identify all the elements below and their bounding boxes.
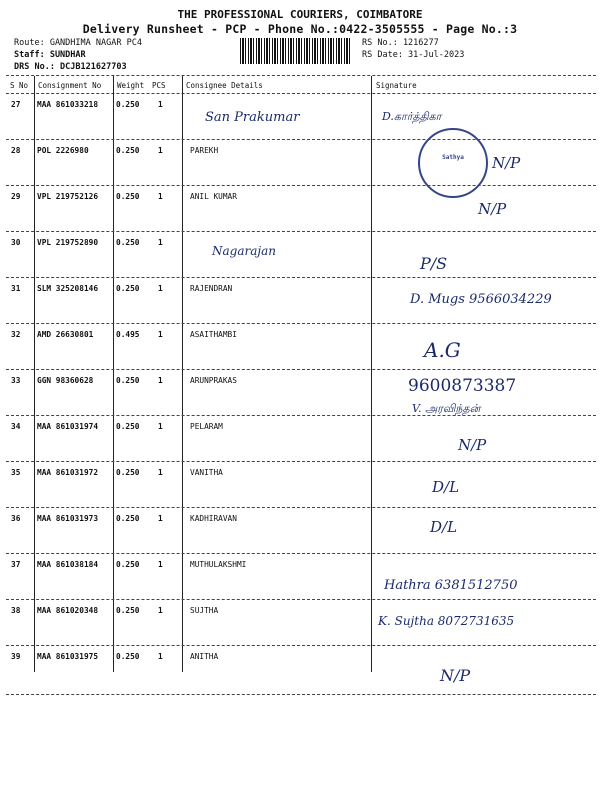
row-pcs: 1: [158, 514, 163, 523]
row-weight: 0.250: [116, 468, 140, 477]
table-bottom-rule: [6, 694, 596, 695]
row-weight: 0.250: [116, 652, 140, 661]
signature: Hathra 6381512750: [384, 578, 518, 593]
runsheet-subtitle: Delivery Runsheet - PCP - Phone No.:0422-3505555 - Page No.:3: [82, 22, 518, 36]
col-weight: Weight: [117, 81, 145, 90]
row-divider: [6, 277, 596, 278]
row-pcs: 1: [158, 376, 163, 385]
row-pcs: 1: [158, 560, 163, 569]
row-consignment: MAA 861020348: [37, 606, 99, 615]
handwritten-consignee: Nagarajan: [212, 244, 276, 258]
row-divider: [6, 323, 596, 324]
table-row: [0, 652, 600, 698]
row-divider: [6, 415, 596, 416]
handwritten-consignee: San Prakumar: [205, 110, 300, 125]
row-pcs: 1: [158, 192, 163, 201]
row-weight: 0.250: [116, 284, 140, 293]
row-consignment: MAA 861031974: [37, 422, 99, 431]
row-divider: [6, 553, 596, 554]
signature: D/L: [430, 518, 458, 536]
row-weight: 0.250: [116, 376, 140, 385]
company-title: THE PROFESSIONAL COURIERS, COIMBATORE: [177, 8, 423, 21]
row-pcs: 1: [158, 146, 163, 155]
row-weight: 0.250: [116, 192, 140, 201]
row-consignee: ARUNPRAKAS: [190, 376, 237, 385]
table-top-rule: [6, 75, 596, 76]
row-divider: [6, 231, 596, 232]
rs-date: RS Date: 31-Jul-2023: [362, 50, 465, 60]
col-sno: S No: [10, 81, 29, 90]
delivery-stamp: [418, 128, 488, 198]
row-consignment: POL 2226980: [37, 146, 89, 155]
signature: K. Sujtha 8072731635: [378, 614, 515, 628]
rs-number: RS No.: 1216277: [362, 38, 439, 48]
row-weight: 0.250: [116, 238, 140, 247]
row-sno: 27: [11, 100, 21, 109]
row-divider: [6, 185, 596, 186]
row-sno: 38: [11, 606, 21, 615]
row-pcs: 1: [158, 284, 163, 293]
row-consignment: MAA 861038184: [37, 560, 99, 569]
signature: A.G: [424, 338, 461, 362]
stamp-text: Sathya: [442, 154, 464, 161]
row-consignment: VPL 219752890: [37, 238, 99, 247]
row-consignee: KADHIRAVAN: [190, 514, 237, 523]
handwritten-name: V. அரவிந்தன்: [412, 402, 481, 415]
row-weight: 0.250: [116, 560, 140, 569]
row-consignee: MUTHULAKSHMI: [190, 560, 247, 569]
row-pcs: 1: [158, 238, 163, 247]
row-divider: [6, 599, 596, 600]
row-sno: 34: [11, 422, 21, 431]
row-sno: 35: [11, 468, 21, 477]
row-weight: 0.250: [116, 422, 140, 431]
row-weight: 0.495: [116, 330, 140, 339]
col-pcs: PCS: [152, 81, 166, 90]
row-divider: [6, 369, 596, 370]
row-divider: [6, 461, 596, 462]
row-sno: 37: [11, 560, 21, 569]
signature: N/P: [478, 200, 507, 218]
row-pcs: 1: [158, 100, 163, 109]
row-weight: 0.250: [116, 100, 140, 109]
row-consignee: PELARAM: [190, 422, 223, 431]
row-pcs: 1: [158, 422, 163, 431]
row-consignment: MAA 861033218: [37, 100, 99, 109]
row-pcs: 1: [158, 606, 163, 615]
row-consignment: MAA 861031972: [37, 468, 99, 477]
row-consignment: AMD 26630801: [37, 330, 94, 339]
col-consignment: Consignment No: [38, 81, 102, 90]
row-pcs: 1: [158, 652, 163, 661]
row-pcs: 1: [158, 468, 163, 477]
route-label: Route: GANDHIMA NAGAR PC4: [14, 38, 142, 48]
row-weight: 0.250: [116, 146, 140, 155]
row-sno: 39: [11, 652, 21, 661]
row-consignment: MAA 861031975: [37, 652, 99, 661]
row-sno: 30: [11, 238, 21, 247]
barcode: [240, 38, 352, 64]
signature: N/P: [458, 436, 487, 454]
signature: D.கார்த்திகா: [382, 110, 442, 123]
row-consignee: PAREKH: [190, 146, 219, 155]
row-consignment: GGN 98360628: [37, 376, 94, 385]
row-consignment: VPL 219752126: [37, 192, 99, 201]
row-pcs: 1: [158, 330, 163, 339]
row-sno: 29: [11, 192, 21, 201]
row-consignee: ANITHA: [190, 652, 219, 661]
row-divider: [6, 139, 596, 140]
signature: N/P: [492, 154, 521, 172]
drs-number: DRS No.: DCJB121627703: [14, 62, 127, 72]
row-sno: 33: [11, 376, 21, 385]
row-consignee: SUJTHA: [190, 606, 219, 615]
header-rule: [6, 93, 596, 94]
col-consignee: Consignee Details: [186, 81, 263, 90]
row-consignee: VANITHA: [190, 468, 223, 477]
row-sno: 28: [11, 146, 21, 155]
row-consignment: SLM 325208146: [37, 284, 99, 293]
staff-label: Staff: SUNDHAR: [14, 50, 86, 60]
row-consignee: RAJENDRAN: [190, 284, 233, 293]
row-sno: 36: [11, 514, 21, 523]
row-divider: [6, 645, 596, 646]
signature: P/S: [420, 254, 448, 273]
row-consignee: ANIL KUMAR: [190, 192, 237, 201]
row-sno: 32: [11, 330, 21, 339]
signature: D. Mugs 9566034229: [410, 292, 552, 307]
row-consignment: MAA 861031973: [37, 514, 99, 523]
row-weight: 0.250: [116, 606, 140, 615]
row-sno: 31: [11, 284, 21, 293]
signature: 9600873387: [408, 376, 517, 396]
row-divider: [6, 507, 596, 508]
row-weight: 0.250: [116, 514, 140, 523]
col-signature: Signature: [376, 81, 417, 90]
signature: N/P: [440, 666, 471, 685]
signature: D/L: [432, 478, 460, 496]
row-consignee: ASAITHAMBI: [190, 330, 237, 339]
